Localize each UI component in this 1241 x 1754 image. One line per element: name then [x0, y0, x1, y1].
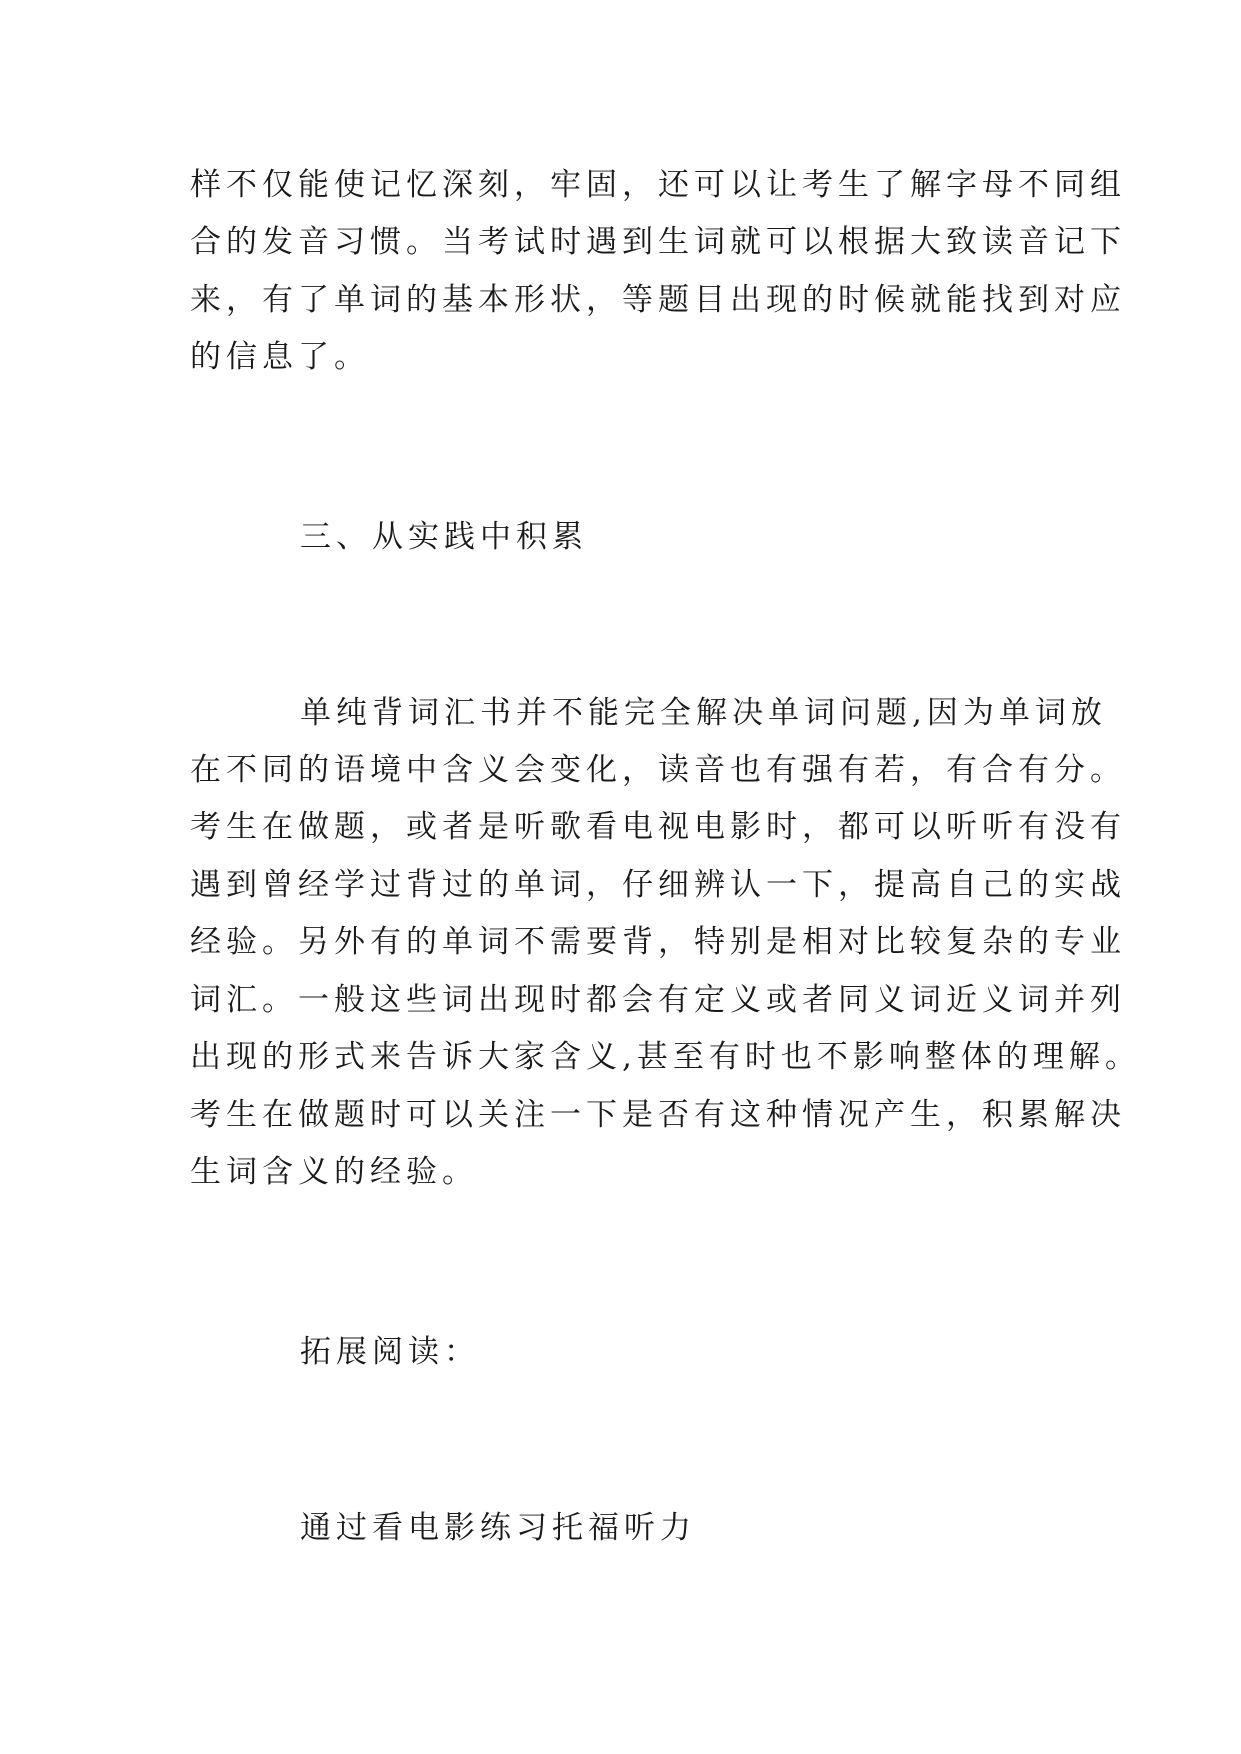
paragraph-1-line-4: 的信息了。 [190, 339, 370, 375]
paragraph-1-line-3: 来，有了单词的基本形状，等题目出现的时候就能找到对应 [190, 282, 1126, 318]
paragraph-2-line-4: 遇到曾经学过背过的单词，仔细辨认一下，提高自己的实战 [190, 867, 1126, 903]
paragraph-2-line-2: 在不同的语境中含义会变化，读音也有强有若，有合有分。 [190, 752, 1126, 788]
extended-reading-title: 通过看电影练习托福听力 [300, 1510, 696, 1546]
paragraph-2-line-5: 经验。另外有的单词不需要背，特别是相对比较复杂的专业 [190, 924, 1126, 960]
extended-reading-label: 拓展阅读： [300, 1334, 480, 1370]
paragraph-2-line-3: 考生在做题，或者是听歌看电视电影时，都可以听听有没有 [190, 809, 1126, 845]
paragraph-1-line-1: 样不仅能使记忆深刻，牢固，还可以让考生了解字母不同组 [190, 167, 1126, 203]
paragraph-2-line-8: 考生在做题时可以关注一下是否有这种情况产生，积累解决 [190, 1097, 1126, 1133]
paragraph-2-line-1: 单纯背词汇书并不能完全解决单词问题,因为单词放 [300, 695, 1107, 731]
paragraph-2-line-6: 词汇。一般这些词出现时都会有定义或者同义词近义词并列 [190, 982, 1126, 1018]
paragraph-2-line-7: 出现的形式来告诉大家含义,甚至有时也不影响整体的理解。 [190, 1039, 1141, 1075]
section-heading: 三、从实践中积累 [300, 519, 588, 555]
paragraph-1-line-2: 合的发音习惯。当考试时遇到生词就可以根据大致读音记下 [190, 224, 1126, 260]
paragraph-2-line-9: 生词含义的经验。 [190, 1154, 478, 1190]
